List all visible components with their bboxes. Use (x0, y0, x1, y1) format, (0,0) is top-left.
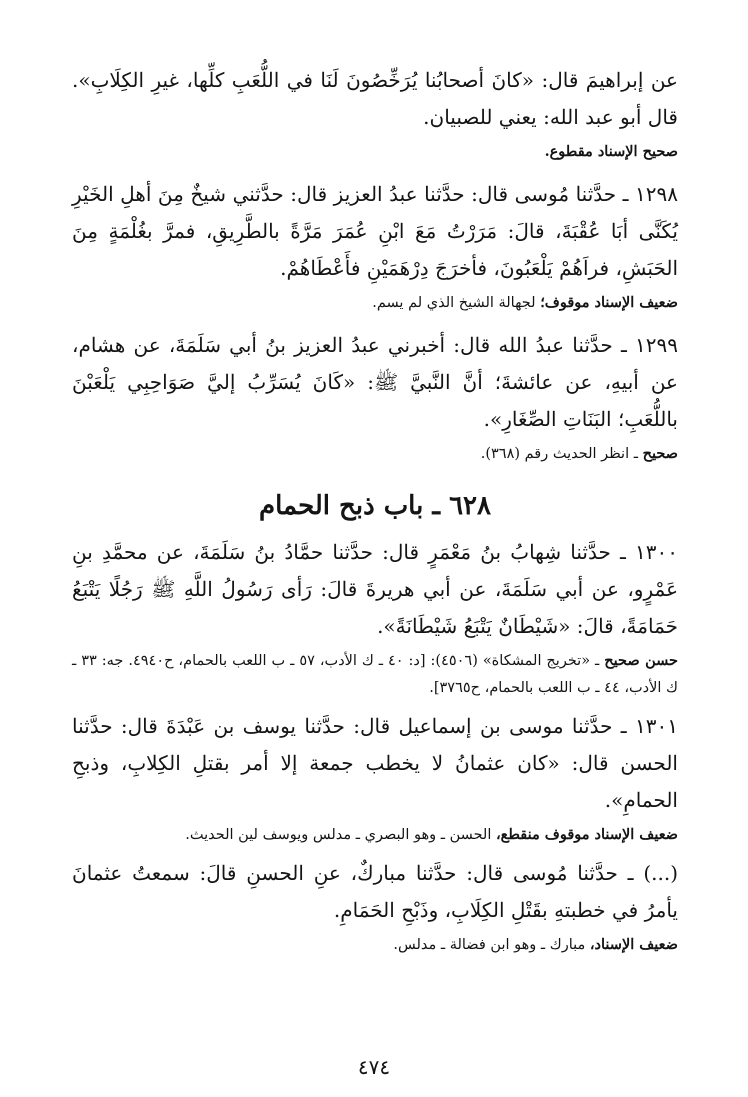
note-1301 (72, 821, 678, 849)
note-1299-grade: صحيح (642, 445, 678, 462)
note-1300 (72, 647, 678, 702)
note-1301b-text: مبارك ـ وهو ابن فضالة ـ مدلس. (393, 937, 586, 953)
hadith-1297-end: عن إبراهيمَ قال: «كانَ أصحابُنا يُرَخِّصُونَ لَنَا في اللُّعَبِ كلِّها، غيرِ الكِلَابِ». قال أبو عبد الله: يعني للصبيان. (72, 68, 678, 129)
hadith-1299: ١٢٩٩ ـ حدَّثنا عبدُ الله قال: أخبرني عبدُ العزيز بنُ أبي سَلَمَةَ، عن هشام، عن أبيهِ، عن عائشةَ؛ أنَّ النَّبيَّ ﷺ: «كَانَ يُسَرِّبُ إليَّ صَوَاحِبِي يَلْعَبْنَ باللُّعَبِ؛ البَنَاتِ الصِّغَارِ». (72, 333, 678, 431)
note-1297-grade: صحيح الإسناد مقطوع. (544, 143, 678, 160)
chapter-title: ٦٢٨ ـ باب ذبح الحمام (259, 491, 491, 521)
hadith-1300: ١٣٠٠ ـ حدَّثنا شِهابُ بنُ مَعْمَرٍ قال: حدَّثنا حمَّادُ بنُ سَلَمَةَ، عن محمَّدِ بنِ عَمْرٍو، عن أبي سَلَمَةَ، عن أبي هريرةَ قالَ: رَأى رَسُولُ اللَّهِ ﷺ رَجُلًا يَتْبَعُ حَمَامَةً، قالَ: «شَيْطَانٌ يَتْبَعُ شَيْطَانَةً». (72, 540, 678, 638)
page-number: ٤٧٤ (357, 1055, 391, 1079)
note-1301-text: الحسن ـ وهو البصري ـ مدلس ويوسف لين الحديث. (185, 827, 492, 843)
note-1298-text: لجهالة الشيخ الذي لم يسم. (372, 295, 536, 311)
note-1298 (72, 289, 678, 317)
page-body (72, 62, 678, 1062)
note-1300-grade: حسن صحيح (604, 652, 679, 669)
note-1301b-grade: ضعيف الإسناد، (589, 936, 678, 953)
hadith-1298: ١٢٩٨ ـ حدَّثنا مُوسى قال: حدَّثنا عبدُ العزيز قال: حدَّثني شيخٌ مِنَ أهلِ الخَيْرِ يُكَنَّى أبَا عُقْبَةَ، قالَ: مَرَرْتُ مَعَ ابْنِ عُمَرَ مَرَّةً بالطَّرِيقِ، فمرَّ بغُلْمَةٍ مِنَ الحَبَشِ، فراَهُمْ يَلْعَبُونَ، فأخرَجَ دِرْهَمَيْنِ فأَعْطَاهُمْ. (72, 182, 678, 280)
note-1299-text: ـ انظر الحديث رقم (٣٦٨). (480, 446, 638, 462)
note-1300-text: ـ «تخريج المشكاة» (٤٥٠٦): [د: ٤٠ ـ ك الأدب، ٥٧ ـ ب اللعب بالحمام، ح٤٩٤٠. جه: ٣٣ ـ ك الأدب، ٤٤ ـ ب اللعب بالحمام، ح٣٧٦٥]. (72, 653, 678, 696)
note-1297 (72, 138, 678, 166)
note-1298-grade: ضعيف الإسناد موقوف؛ (540, 294, 678, 311)
note-1301b (72, 931, 678, 959)
hadith-1301: ١٣٠١ ـ حدَّثنا موسى بن إسماعيل قال: حدَّثنا يوسف بن عَبْدَةَ قال: حدَّثنا الحسن قال: «كان عثمانُ لا يخطب جمعة إلا أمر بقتلِ الكِلابِ، وذبحِ الحمامِ». (72, 714, 678, 812)
note-1299 (72, 440, 678, 468)
hadith-1301b: (...) ـ حدَّثنا مُوسى قال: حدَّثنا مباركٌ، عنِ الحسنِ قالَ: سمعتُ عثمانَ يأمرُ في خطبتهِ بقَتْلِ الكِلَابِ، وذَبْحِ الحَمَامِ. (72, 861, 678, 922)
note-1301-grade: ضعيف الإسناد موقوف منقطع، (495, 826, 678, 843)
